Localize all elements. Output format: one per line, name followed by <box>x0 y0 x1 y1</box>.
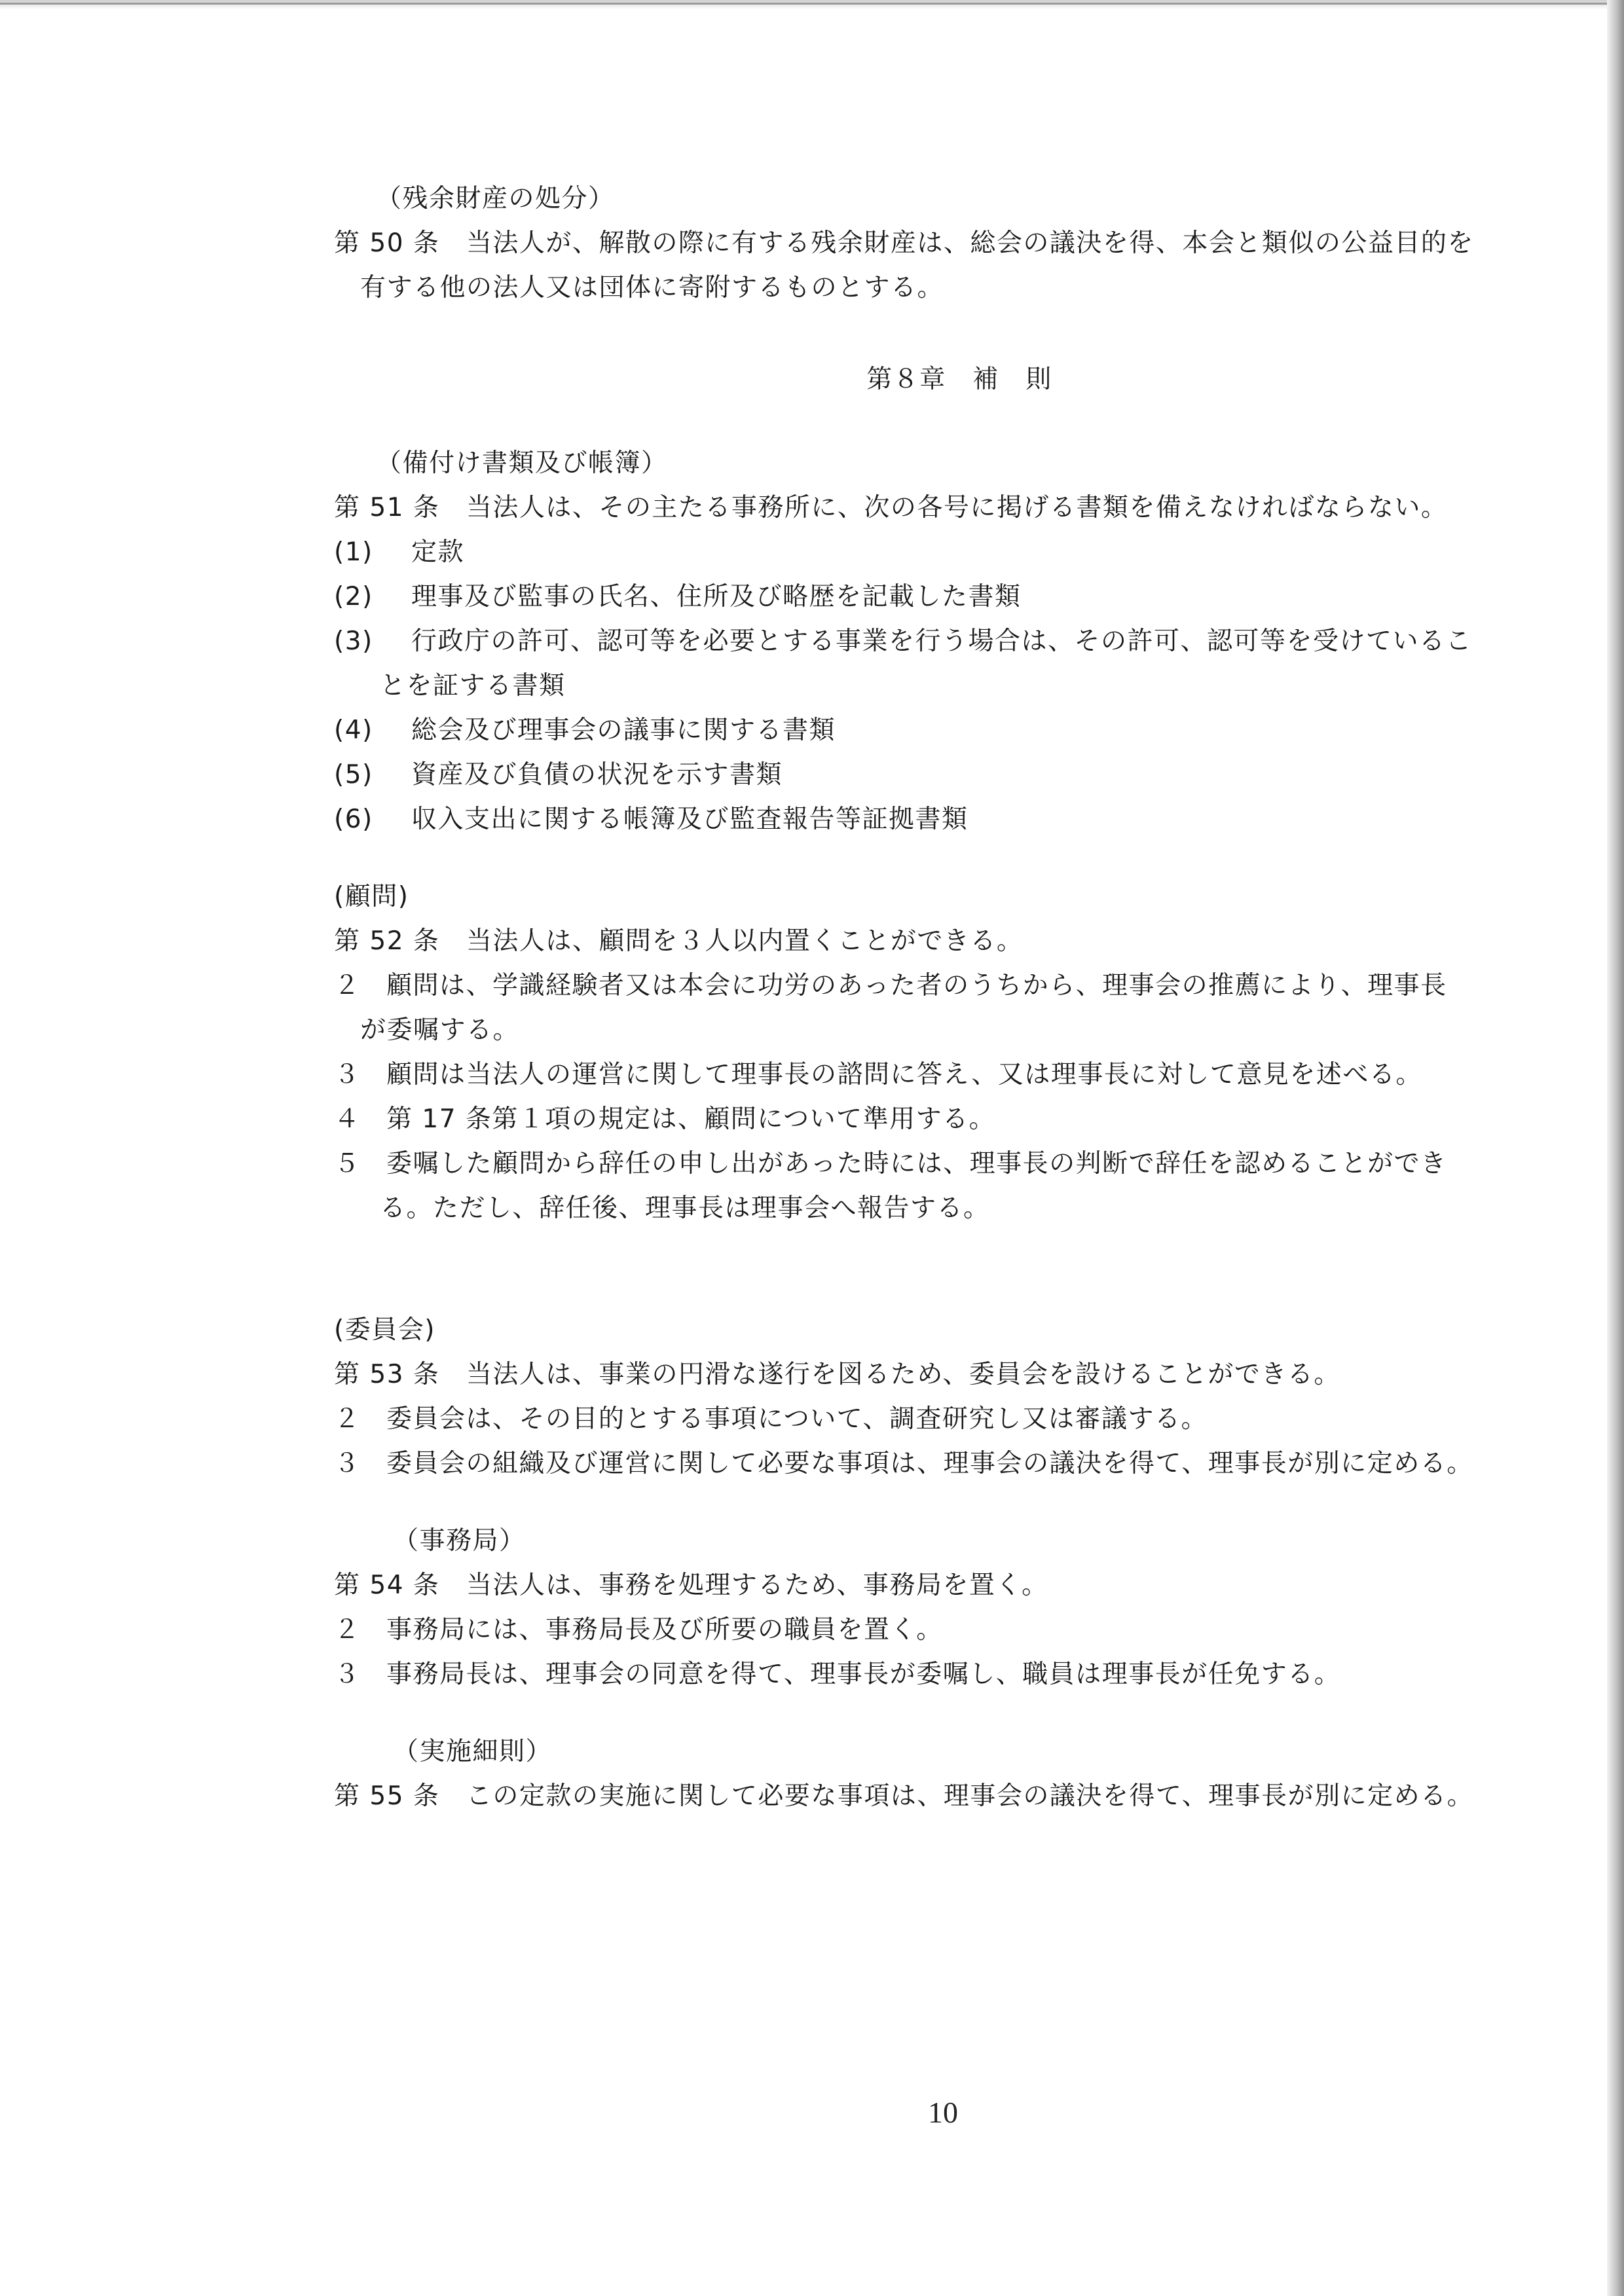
art51-item-2 <box>334 575 1545 619</box>
art52-item-2 <box>334 964 1545 1008</box>
art51-item-1 <box>334 530 1545 575</box>
art54-item-2 <box>334 1608 1545 1652</box>
art55-heading: （実施細則） <box>393 1737 553 1766</box>
art53-heading: (委員会) <box>334 1315 435 1345</box>
item-text: 事務局長は、理事会の同意を得て、理事長が委嘱し、職員は理事長が任免する。 <box>386 1660 1341 1689</box>
art50-line1: 第 50 条 当法人が、解散の際に有する残余財産は、総会の議決を得、本会と類似の公益目的を <box>334 228 1474 258</box>
art52-item-5 <box>334 1142 1545 1186</box>
item-text: 委員会の組織及び運営に関して必要な事項は、理事会の議決を得て、理事長が別に定める。 <box>386 1449 1473 1478</box>
art50-line2: 有する他の法人又は団体に寄附するものとする。 <box>360 273 944 302</box>
item-text: 資産及び負債の状況を示す書類 <box>411 760 783 790</box>
art51-item-3 <box>334 619 1545 664</box>
art51-item-3-continued: とを証する書類 <box>380 671 566 701</box>
art54-line1: 第 54 条 当法人は、事務を処理するため、事務局を置く。 <box>334 1571 1048 1600</box>
art54-item-3 <box>334 1652 1545 1697</box>
item-number: ４ <box>334 1104 361 1134</box>
item-text: 第 17 条第１項の規定は、顧問について準用する。 <box>386 1104 996 1134</box>
page-number: 10 <box>928 2096 958 2129</box>
art51-line1: 第 51 条 当法人は、その主たる事務所に、次の各号に掲げる書類を備えなければならない。 <box>334 493 1448 522</box>
item-text: 委員会は、その目的とする事項について、調査研究し又は審議する。 <box>386 1404 1208 1434</box>
item-number: (5) <box>334 760 373 790</box>
art53-item-2 <box>334 1397 1545 1442</box>
chapter-title: 第８章 補 則 <box>866 365 1052 394</box>
art52-heading: (顧問) <box>334 882 409 911</box>
item-number: ３ <box>334 1660 361 1689</box>
item-number: ２ <box>334 1404 361 1434</box>
item-text: 行政庁の許可、認可等を必要とする事業を行う場合は、その許可、認可等を受けているこ <box>411 627 1473 656</box>
document-page <box>334 177 1545 1819</box>
art51-heading: （備付け書類及び帳簿） <box>376 448 668 478</box>
item-number: ２ <box>334 971 361 1000</box>
item-text: 収入支出に関する帳簿及び監査報告等証拠書類 <box>411 805 969 834</box>
art53-line1: 第 53 条 当法人は、事業の円滑な遂行を図るため、委員会を設けることができる。 <box>334 1360 1340 1389</box>
item-number: (6) <box>334 805 373 834</box>
art54-heading: （事務局） <box>393 1526 526 1556</box>
art52-line1: 第 52 条 当法人は、顧問を３人以内置くことができる。 <box>334 926 1024 956</box>
item-text: 顧問は、学識経験者又は本会に功労のあった者のうちから、理事会の推薦により、理事長 <box>386 971 1447 1000</box>
item-text: 理事及び監事の氏名、住所及び略歴を記載した書類 <box>411 582 1022 611</box>
item-number: (3) <box>334 627 373 656</box>
item-number: (2) <box>334 582 373 611</box>
item-number: ５ <box>334 1149 361 1178</box>
item-text: 顧問は当法人の運営に関して理事長の諮問に答え、又は理事長に対して意見を述べる。 <box>386 1060 1422 1089</box>
item-number: ３ <box>334 1060 361 1089</box>
item-text: 定款 <box>411 538 465 567</box>
scan-shadow-right <box>1607 0 1624 2296</box>
art51-item-6 <box>334 797 1545 842</box>
art52-item-4 <box>334 1097 1545 1142</box>
art52-item-2-continued: が委嘱する。 <box>360 1015 520 1045</box>
item-text: 総会及び理事会の議事に関する書類 <box>411 716 836 745</box>
item-number: (4) <box>334 716 373 745</box>
art52-item-3 <box>334 1053 1545 1097</box>
item-number: ３ <box>334 1449 361 1478</box>
art52-item-5-continued: る。ただし、辞任後、理事長は理事会へ報告する。 <box>380 1194 990 1223</box>
item-number: (1) <box>334 538 373 567</box>
item-text: 事務局には、事務局長及び所要の職員を置く。 <box>386 1615 943 1645</box>
item-text: 委嘱した顧問から辞任の申し出があった時には、理事長の判断で辞任を認めることができ <box>386 1149 1447 1178</box>
scan-line-top <box>0 3 1624 5</box>
art51-item-4 <box>334 708 1545 753</box>
item-number: ２ <box>334 1615 361 1645</box>
art53-item-3 <box>334 1442 1545 1486</box>
art50-heading: （残余財産の処分） <box>376 184 615 213</box>
scan-shadow-top <box>0 0 1624 9</box>
art55-line1: 第 55 条 この定款の実施に関して必要な事項は、理事会の議決を得て、理事長が別に定める。 <box>334 1781 1474 1811</box>
art51-item-5 <box>334 753 1545 797</box>
